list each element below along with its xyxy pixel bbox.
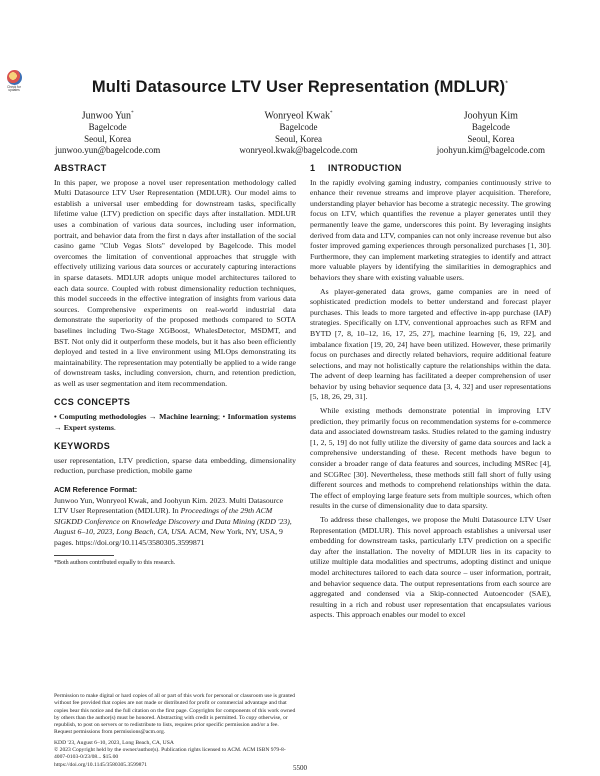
doi-link[interactable]: https://doi.org/10.1145/3580305.3599871 [54,761,148,768]
badge-caption: Check for updates [7,85,21,93]
intro-paragraph-3: While existing methods demonstrate potential in improving LTV prediction, they primarily focus on recommendation systems for e-commerce data and associated downstream tasks. Studies related to the gaming industry [1, 2, 5, 19] do not fully utilize the diversity of game data sources and lack a comprehensive understanding of these. Recent methods have begun to consider a broader range of data features and sources, including MSRec [4], and SCGRec [30]. Nevertheless, these methods still fall short of fully using different sources and methods to comprehend relationships within the data. The effect of employing large feature sets from multiple sources, which often results in the curse of dimensionality due to data sparsity. [310,406,551,511]
page-number: 5500 [293,764,307,772]
author-affiliation: Bagelcode [471,122,510,133]
paper-title: Multi Datasource LTV User Representation (MDLUR)* [91,78,509,96]
author-1: Junwoo Yun* Bagelcode Seoul, Korea junwoo.yun@bagelcode.com [55,110,161,156]
intro-paragraph-4: To address these challenges, we propose the Multi Datasource LTV User Representation (MDLUR). This novel approach establishes a universal user embedding for downstream tasks, particularly LTV prediction on a specific day after the installation. The novelty of MDLUR lies in its capacity to utilize multiple data modalities and spectrums, adopting distinct and unique model architectures tailored to each data source – user information, portrait, and behavior sequence data. The output representations from each source are aggregated and condensed via a Skip-connected Autoencoder (SAE), resulting in a rich and robust user representation that encapsulates various aspects. This approach enables our model to excel [310,515,551,620]
intro-paragraph-2: As player-generated data grows, game companies are in need of sophisticated prediction models to better understand and forecast player purchases. This leads to more targeted and effective in-app purchase (IAP) strategies. Specifically on LTV, conventional approaches such as RFM and BYTD [7, 8, 10–12, 16, 17, 25, 27], machine learning [6, 19, 22], and imbalance fixation [19, 20, 24] have been utilized. However, these primarily focus on purchases and directly related behaviors, require additional feature selections, and may not holistically capture the relationships within the data. The advent of deep learning has facilitated a deeper comprehension of user behavior by using behavior sequence data [3, 4, 32] and user representations [5, 18, 26, 29, 31]. [310,286,551,402]
author-name: Wonryeol Kwak [264,110,331,122]
intro-heading: 1 INTRODUCTION [310,163,402,173]
ccs-heading: CCS CONCEPTS [54,397,131,408]
author-location: Seoul, Korea [275,133,322,144]
keywords-heading: KEYWORDS [54,441,111,452]
footnote-rule [54,555,114,556]
author-email[interactable]: wonryeol.kwak@bagelcode.com [239,145,358,156]
author-3 [437,108,545,157]
permission-block [54,693,298,769]
author-location: Seoul, Korea [84,133,132,144]
ccs-concepts: • Computing methodologies → Machine learning; • Information systems → Expert systems. [54,412,296,432]
title-footnote-mark: * [505,80,509,88]
author-2: Wonryeol Kwak* Bagelcode Seoul, Korea wonryeol.kwak@bagelcode.com [239,110,358,156]
conference-line: KDD '23, August 6–10, 2023, Long Beach, CA, USA [54,739,174,746]
author-name: Joohyun Kim [463,110,518,122]
acm-ref-label: ACM Reference Format: [54,485,138,495]
left-column [54,163,296,567]
author-location: Seoul, Korea [467,133,515,144]
right-column [310,163,551,621]
author-name: Junwoo Yun [81,110,132,122]
author-affiliation: Bagelcode [88,122,127,133]
intro-paragraph-1: In the rapidly evolving gaming industry, companies continuously strive to enhance their revenue streams and improve player acquisition. Therefore, understanding player behavior has become a strategic necessity. The growing focus on LTV, which quantifies the revenue a player generates until they permanently leave the game, underscores this point. By leveraging insights derived from data and LTV, companies can not only increase revenue but also foster improved gaming experiences through personalized purchases [1, 30]. Furthermore, they can implement marketing strategies to identify and attract more valuable players by identifying the similarities in demographics and behaviors they share with existing valuable users. [310,177,551,282]
author-email[interactable]: joohyun.kim@bagelcode.com [436,145,545,156]
abstract-text: In this paper, we propose a novel user representation methodology called Multi Datasource LTV User Representation (MDLUR). Our model aims to establish a universal user embedding for downstream tasks, specifically lifetime value (LTV) prediction on specific days after installation. MDLUR uses a combination of various data sources, including user information, portrait, and behavior data from the first n days after installation of the social casino game "Club Vegas Slots" developed by Bagelcode. This model overcomes the limitation of conventional approaches that struggle with effectively utilizing various data sources or accurately capturing interactions in sparse datasets. MDLUR adopts unique model architectures tailored to each data source. Coupled with robust dimensionality reduction techniques, this model succeeds in the effective integration of insights from various data sources. Comprehensive experiments on real-world industrial data demonstrate the superiority of the proposed methods compared to SOTA baselines including Two-Stage XGBoost, WhalesDetector, MSDMT, and BST. Not only did it outperform these models, but it has also been efficiently deployed and tested in a live environment using MLOps demonstrating its maintainability. The representation may potentially be applied to a wide range of downstream tasks, including conversion, churn, and retention prediction, as well as user segmentation and item recommendation. [54,177,296,388]
author-block [55,108,545,157]
author-affiliation: Bagelcode [279,122,318,133]
keywords-text: user representation, LTV prediction, sparse data embedding, dimensionality reduction, purchase prediction, mobile game [54,455,296,476]
footnote: *Both authors contributed equally to this research. [54,559,176,566]
author-email[interactable]: junwoo.yun@bagelcode.com [55,145,161,156]
copyright-line: © 2023 Copyright held by the owner/author(s). Publication rights licensed to ACM. ACM ISBN 979-8-4007-0103-0/23/08... $15.00 [54,747,286,761]
permission-text: Permission to make digital or hard copies of all or part of this work for personal or classroom use is granted without fee provided that copies are not made or distributed for profit or commercial advantage and that copies bear this notice and the full citation on the first page. Copyrights for components of this work owned by others than the author(s) must be honored. Abstracting with credit is permitted. To copy otherwise, or republish, to post on servers or to redistribute to lists, requires prior specific permission and/or a fee. Request permissions from permissions@acm.org. [54,693,296,736]
abstract-heading: ABSTRACT [54,163,107,173]
acm-reference: Junwoo Yun, Wonryeol Kwak, and Joohyun Kim. 2023. Multi Datasource LTV User Representation (MDLUR). In Proceedings of the 29th ACM SIGKDD Conference on Knowledge Discovery and Data Mining (KDD '23), August 6–10, 2023, Long Beach, CA, USA. ACM, New York, NY, USA, 9 pages. https://doi.org/10.1145/3580305.3599871 [54,495,292,547]
